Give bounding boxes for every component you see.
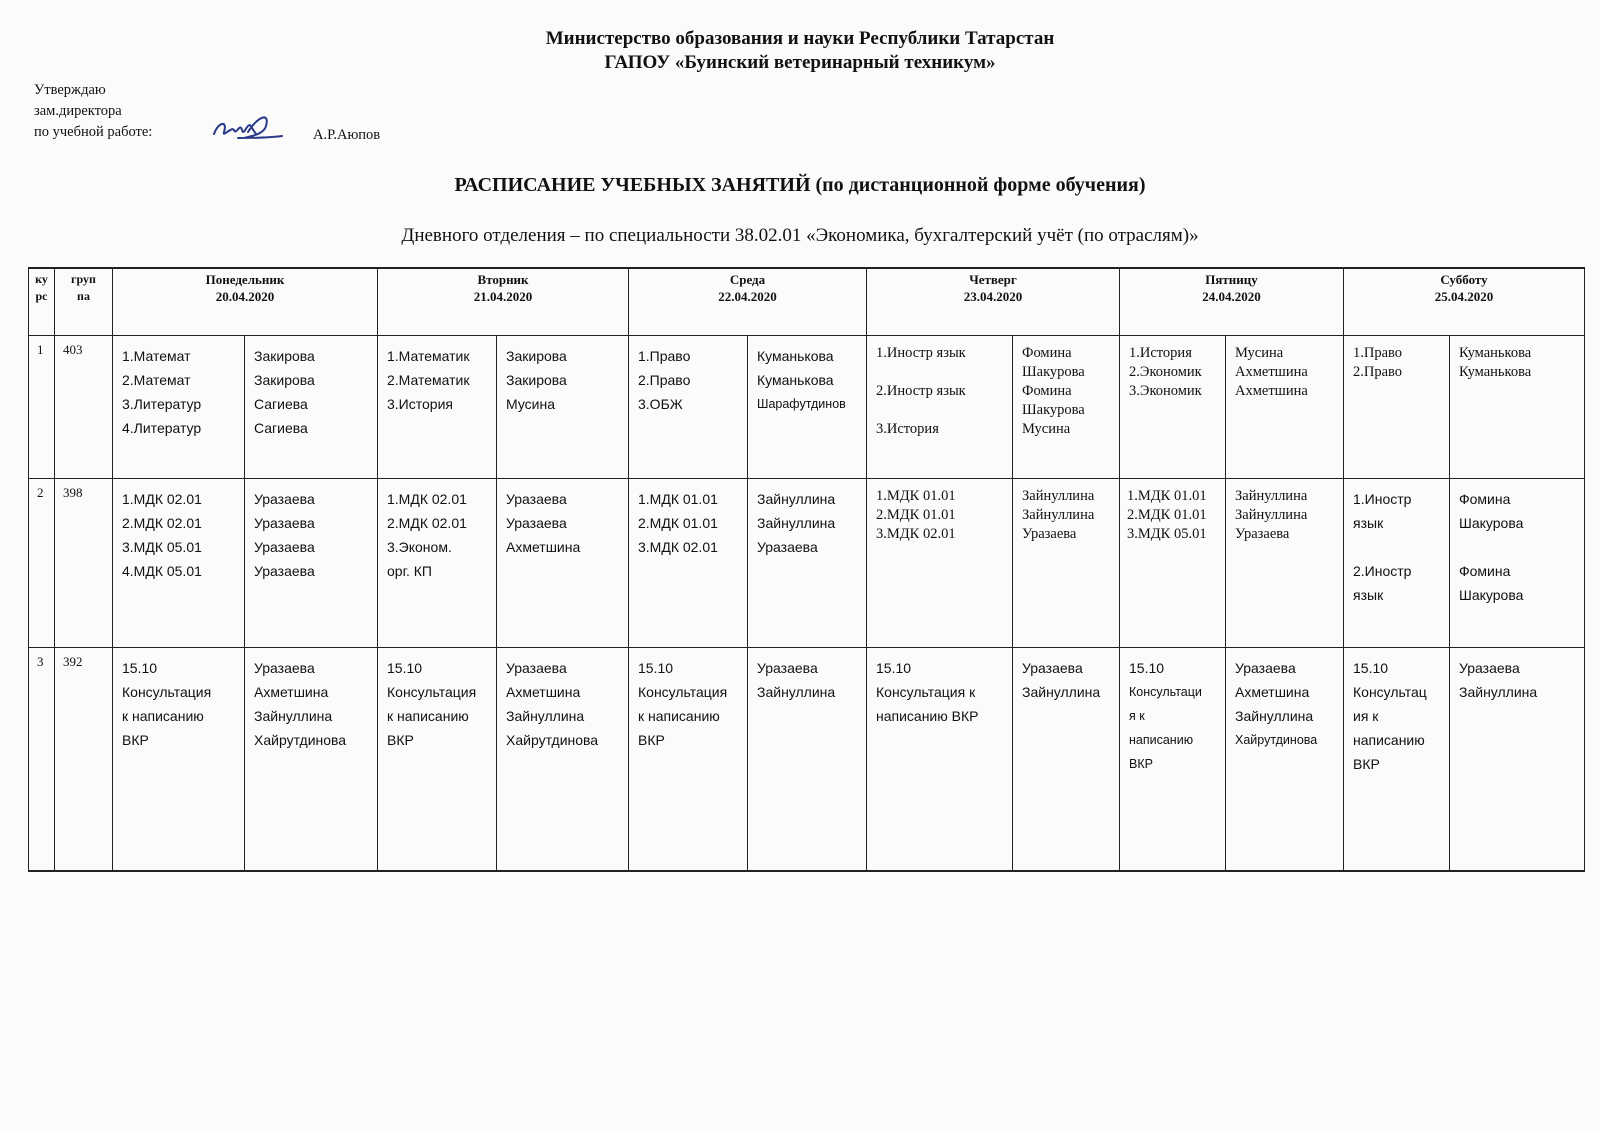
signature (208, 108, 288, 148)
institution-heading: ГАПОУ «Буинский ветеринарный техникум» (604, 52, 996, 73)
subjects-cell: 1.Математик 2.Математик 3.История (378, 336, 497, 479)
teachers-cell: Уразаева Ахметшина Зайнуллина Хайрутдинова (497, 648, 629, 872)
day-header-thursday: Четверг 23.04.2020 (867, 268, 1120, 336)
approval-line: зам.директора (34, 103, 122, 119)
teachers-cell: Зайнуллина Зайнуллина Уразаева (748, 479, 867, 648)
subjects-cell: 1.Право 2.Право (1344, 336, 1450, 479)
subjects-cell: 15.10 Консультац ия к написанию ВКР (1344, 648, 1450, 872)
subjects-cell: 1.Иностр язык 2.Иностр язык 3.История (867, 336, 1013, 479)
course-cell: 3 (29, 648, 55, 872)
teachers-cell: Уразаева Ахметшина Зайнуллина Хайрутдинова (245, 648, 378, 872)
day-header-monday: Понедельник 20.04.2020 (113, 268, 378, 336)
teachers-cell: Закирова Закирова Сагиева Сагиева (245, 336, 378, 479)
course-header: ку рс (29, 268, 55, 336)
approval-line: Утверждаю (34, 82, 106, 98)
group-cell: 403 (55, 336, 113, 479)
teachers-cell: Уразаева Зайнуллина (1450, 648, 1585, 872)
subjects-cell: 15.10 Консультация к написанию ВКР (867, 648, 1013, 872)
approval-line: по учебной работе: (34, 124, 153, 140)
subjects-cell: 1.МДК 02.01 2.МДК 02.01 3.МДК 05.01 4.МДК 05.01 (113, 479, 245, 648)
subjects-cell: 1.МДК 02.01 2.МДК 02.01 3.Эконом. орг. КП (378, 479, 497, 648)
teachers-cell: Зайнуллина Зайнуллина Уразаева (1013, 479, 1120, 648)
teachers-cell: Уразаева Ахметшина Зайнуллина Хайрутдинова (1226, 648, 1344, 872)
subjects-cell: 1.История 2.Экономик 3.Экономик (1120, 336, 1226, 479)
day-header-friday: Пятницу 24.04.2020 (1120, 268, 1344, 336)
day-header-saturday: Субботу 25.04.2020 (1344, 268, 1585, 336)
table-row (29, 479, 1585, 648)
approver-name: А.Р.Аюпов (313, 127, 381, 143)
course-cell: 2 (29, 479, 55, 648)
teachers-cell: Мусина Ахметшина Ахметшина (1226, 336, 1344, 479)
page-subtitle: Дневного отделения – по специальности 38.02.01 «Экономика, бухгалтерский учёт (по отраслям)» (401, 225, 1199, 246)
subjects-cell: 1.МДК 01.01 2.МДК 01.01 3.МДК 02.01 (867, 479, 1013, 648)
group-header: груп па (55, 268, 113, 336)
ministry-heading: Министерство образования и науки Республики Татарстан (545, 28, 1055, 49)
teachers-cell: Уразаева Уразаева Ахметшина (497, 479, 629, 648)
teachers-cell: Куманькова Куманькова (1450, 336, 1585, 479)
teachers-cell: Уразаева Зайнуллина (1013, 648, 1120, 872)
day-header-tuesday: Вторник 21.04.2020 (378, 268, 629, 336)
table-header-row (29, 268, 1585, 336)
subjects-cell: 1.Право 2.Право 3.ОБЖ (629, 336, 748, 479)
group-cell: 398 (55, 479, 113, 648)
subjects-cell: 1.МДК 01.01 2.МДК 01.01 3.МДК 02.01 (629, 479, 748, 648)
group-cell: 392 (55, 648, 113, 872)
day-header-wednesday: Среда 22.04.2020 (629, 268, 867, 336)
subjects-cell: 1.Математ 2.Математ 3.Литератур 4.Литератур (113, 336, 245, 479)
teachers-cell: Уразаева Уразаева Уразаева Уразаева (245, 479, 378, 648)
page-title: РАСПИСАНИЕ УЧЕБНЫХ ЗАНЯТИЙ (по дистанционной форме обучения) (454, 174, 1146, 196)
subjects-cell: 1.МДК 01.01 2.МДК 01.01 3.МДК 05.01 (1120, 479, 1226, 648)
schedule-table (28, 267, 1585, 872)
subjects-cell: 15.10 Консультация к написанию ВКР (629, 648, 748, 872)
teachers-cell: Зайнуллина Зайнуллина Уразаева (1226, 479, 1344, 648)
subjects-cell: 15.10 Консультаци я к написанию ВКР (1120, 648, 1226, 872)
teachers-cell: Уразаева Зайнуллина (748, 648, 867, 872)
table-row (29, 336, 1585, 479)
subjects-cell: 15.10 Консультация к написанию ВКР (113, 648, 245, 872)
table-row (29, 648, 1585, 872)
course-cell: 1 (29, 336, 55, 479)
teachers-cell: Фомина Шакурова Фомина Шакурова (1450, 479, 1585, 648)
teachers-cell: Фомина Шакурова Фомина Шакурова Мусина (1013, 336, 1120, 479)
teachers-cell: Куманькова Куманькова Шарафутдинов (748, 336, 867, 479)
approval-block (34, 80, 152, 143)
teachers-cell: Закирова Закирова Мусина (497, 336, 629, 479)
subjects-cell: 1.Иностр язык 2.Иностр язык (1344, 479, 1450, 648)
subjects-cell: 15.10 Консультация к написанию ВКР (378, 648, 497, 872)
